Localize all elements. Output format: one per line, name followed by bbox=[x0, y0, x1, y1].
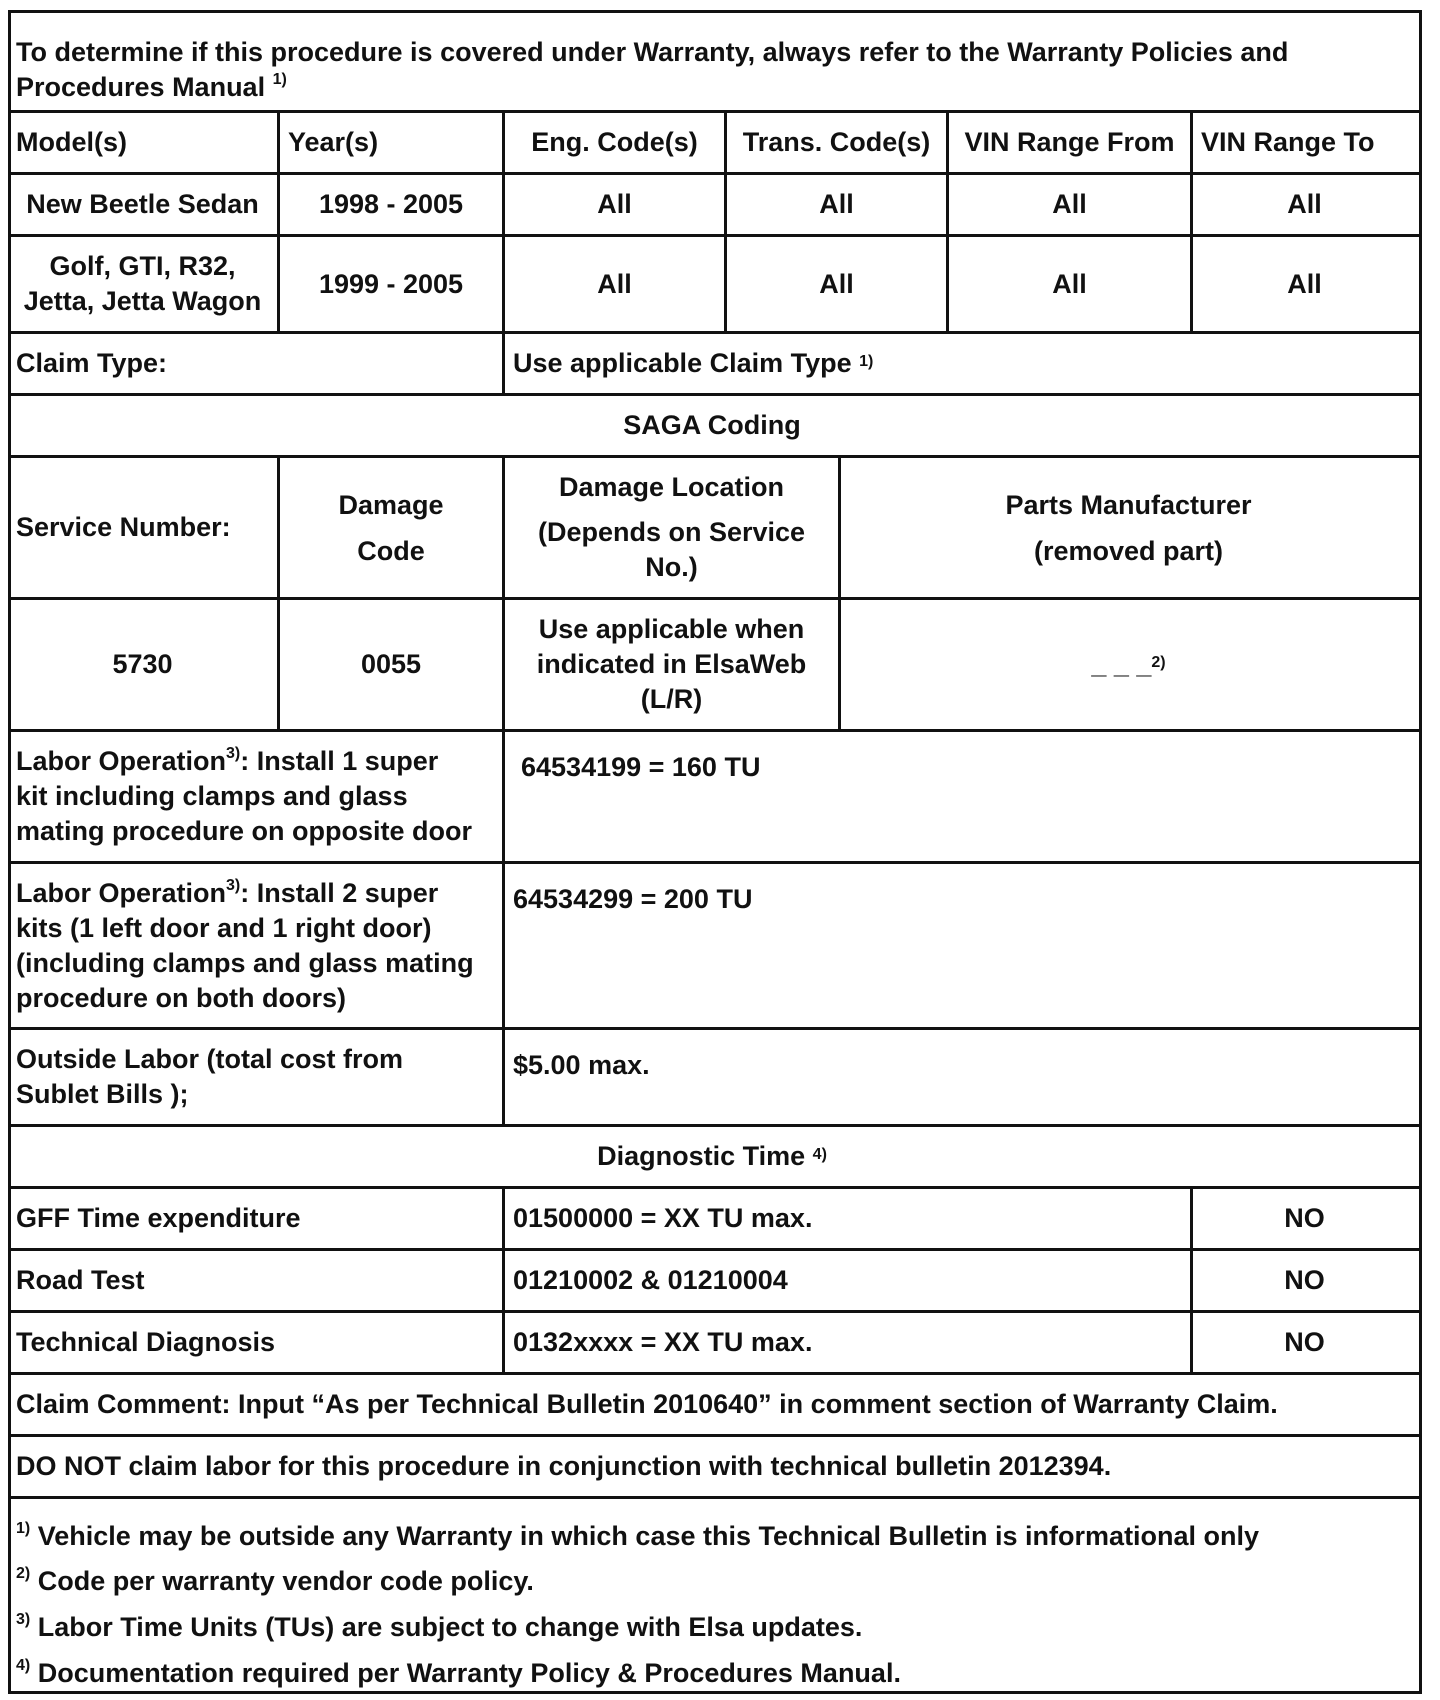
do-not-row bbox=[8, 1434, 1422, 1496]
intro-text: To determine if this procedure is covered under Warranty, always refer to the Warranty Policies and Procedures Manual $^{1)}$ bbox=[16, 37, 1289, 102]
labor-operation-row bbox=[8, 861, 1422, 1027]
claim-type-value: Use applicable Claim Type $^{1)}$ bbox=[502, 334, 1416, 393]
saga-parts-value: _ _ _ $^{2)}$ bbox=[838, 600, 1416, 729]
vehicle-eng: All bbox=[502, 237, 724, 331]
outside-labor-row bbox=[8, 1027, 1422, 1124]
outside-labor-line: Outside Labor (total cost from bbox=[16, 1044, 404, 1074]
header-trans: Trans. Code(s) bbox=[724, 113, 946, 172]
saga-values-row bbox=[8, 597, 1422, 729]
labor-operation-value: 64534199 = 160 TU bbox=[502, 732, 1416, 861]
saga-location-header bbox=[502, 458, 838, 597]
saga-service-header: Service Number: bbox=[16, 512, 231, 542]
diagnostic-flag: NO bbox=[1190, 1313, 1416, 1372]
vehicle-year: 1998 - 2005 bbox=[277, 175, 502, 234]
outside-labor-label bbox=[8, 1030, 502, 1124]
saga-location-value bbox=[502, 600, 838, 729]
saga-location-value-line: indicated in ElsaWeb bbox=[536, 649, 807, 679]
intro-row bbox=[8, 13, 1422, 110]
footnote-4: $^{4)}$ Documentation required per Warranty Policy & Procedures Manual. bbox=[16, 1657, 901, 1688]
diagnostic-title-row bbox=[8, 1124, 1422, 1186]
saga-parts-header bbox=[838, 458, 1416, 597]
header-year: Year(s) bbox=[277, 113, 502, 172]
vehicle-model-line: Golf, GTI, R32, bbox=[49, 251, 236, 281]
diagnostic-flag: NO bbox=[1190, 1251, 1416, 1310]
vehicle-eng: All bbox=[502, 175, 724, 234]
labor-operation-value: 64534299 = 200 TU bbox=[502, 864, 1416, 1027]
footnote-3: $^{3)}$ Labor Time Units (TUs) are subject to change with Elsa updates. bbox=[16, 1611, 863, 1642]
vehicle-vin-to: All bbox=[1190, 175, 1416, 234]
footnotes-section bbox=[8, 1496, 1422, 1691]
diagnostic-flag: NO bbox=[1190, 1189, 1416, 1248]
diagnostic-row bbox=[8, 1186, 1422, 1248]
saga-location-value-line: Use applicable when bbox=[538, 614, 805, 644]
claim-type-row bbox=[8, 331, 1422, 393]
labor-operation-line: Labor Operation$^{3)}$: Install 2 super bbox=[16, 876, 439, 908]
labor-operation-line: mating procedure on opposite door bbox=[16, 816, 473, 846]
saga-damage-header-line: Damage bbox=[338, 489, 444, 520]
labor-operation-line: procedure on both doors) bbox=[16, 982, 346, 1013]
footnote-2: $^{2)}$ Code per warranty vendor code policy. bbox=[16, 1565, 534, 1596]
do-not-claim-note: DO NOT claim labor for this procedure in conjunction with technical bulletin 2012394. bbox=[16, 1451, 1112, 1481]
saga-title: SAGA Coding bbox=[623, 410, 801, 440]
saga-service-value: 5730 bbox=[112, 649, 173, 679]
diagnostic-value: 01210002 & 01210004 bbox=[502, 1251, 1190, 1310]
vehicle-vin-from: All bbox=[946, 237, 1190, 331]
diagnostic-row bbox=[8, 1310, 1422, 1372]
diagnostic-value: 0132xxxx = XX TU max. bbox=[502, 1313, 1190, 1372]
saga-title-row bbox=[8, 393, 1422, 455]
vehicle-year: 1999 - 2005 bbox=[277, 237, 502, 331]
labor-operation-line: kit including clamps and glass bbox=[16, 781, 408, 811]
saga-location-header-line: (Depends on Service bbox=[537, 517, 806, 547]
diagnostic-label: GFF Time expenditure bbox=[16, 1203, 301, 1233]
labor-operation-label bbox=[8, 864, 502, 1027]
vehicle-row bbox=[8, 234, 1422, 331]
vehicle-vin-from: All bbox=[946, 175, 1190, 234]
saga-location-value-line: (L/R) bbox=[640, 684, 703, 714]
claim-comment: Claim Comment: Input “As per Technical Bulletin 2010640” in comment section of Warranty Claim. bbox=[16, 1389, 1278, 1419]
labor-operation-line: Labor Operation$^{3)}$: Install 1 super bbox=[16, 745, 439, 776]
vehicle-trans: All bbox=[724, 237, 946, 331]
diagnostic-title: Diagnostic Time $^{4)}$ bbox=[597, 1141, 827, 1171]
saga-location-header-line: No.) bbox=[645, 552, 698, 582]
labor-operation-row bbox=[8, 729, 1422, 861]
saga-damage-value: 0055 bbox=[277, 600, 502, 729]
header-vin-to: VIN Range To bbox=[1190, 113, 1416, 172]
saga-damage-header bbox=[277, 458, 502, 597]
intro-cell bbox=[8, 13, 1416, 110]
saga-parts-header-line: Parts Manufacturer bbox=[1005, 489, 1252, 520]
footnote-1: $^{1)}$ Vehicle may be outside any Warranty in which case this Technical Bulletin is informational only bbox=[16, 1520, 1260, 1551]
vehicle-vin-to: All bbox=[1190, 237, 1416, 331]
vehicle-model: New Beetle Sedan bbox=[26, 189, 259, 219]
header-eng: Eng. Code(s) bbox=[502, 113, 724, 172]
labor-operation-line: (including clamps and glass mating bbox=[16, 947, 474, 978]
vehicle-trans: All bbox=[724, 175, 946, 234]
diagnostic-label: Road Test bbox=[16, 1265, 145, 1295]
labor-operation-line: kits (1 left door and 1 right door) bbox=[16, 912, 432, 943]
saga-header-row bbox=[8, 455, 1422, 597]
diagnostic-value: 01500000 = XX TU max. bbox=[502, 1189, 1190, 1248]
outside-labor-line: Sublet Bills ); bbox=[16, 1079, 189, 1109]
diagnostic-row bbox=[8, 1248, 1422, 1310]
claim-comment-row bbox=[8, 1372, 1422, 1434]
header-model: Model(s) bbox=[16, 127, 127, 157]
outside-labor-value: $5.00 max. bbox=[502, 1030, 1416, 1124]
labor-operation-label bbox=[8, 732, 502, 861]
vehicle-model bbox=[8, 237, 277, 331]
saga-location-header-line: Damage Location bbox=[558, 472, 785, 502]
diagnostic-label: Technical Diagnosis bbox=[16, 1327, 276, 1357]
vehicle-row bbox=[8, 172, 1422, 234]
claim-type-label: Claim Type: bbox=[16, 348, 168, 378]
saga-damage-header-line: Code bbox=[357, 535, 425, 566]
vehicle-header-row bbox=[8, 110, 1422, 172]
vehicle-model-line: Jetta, Jetta Wagon bbox=[23, 286, 262, 316]
header-vin-from: VIN Range From bbox=[946, 113, 1190, 172]
saga-parts-header-line: (removed part) bbox=[1033, 535, 1224, 566]
